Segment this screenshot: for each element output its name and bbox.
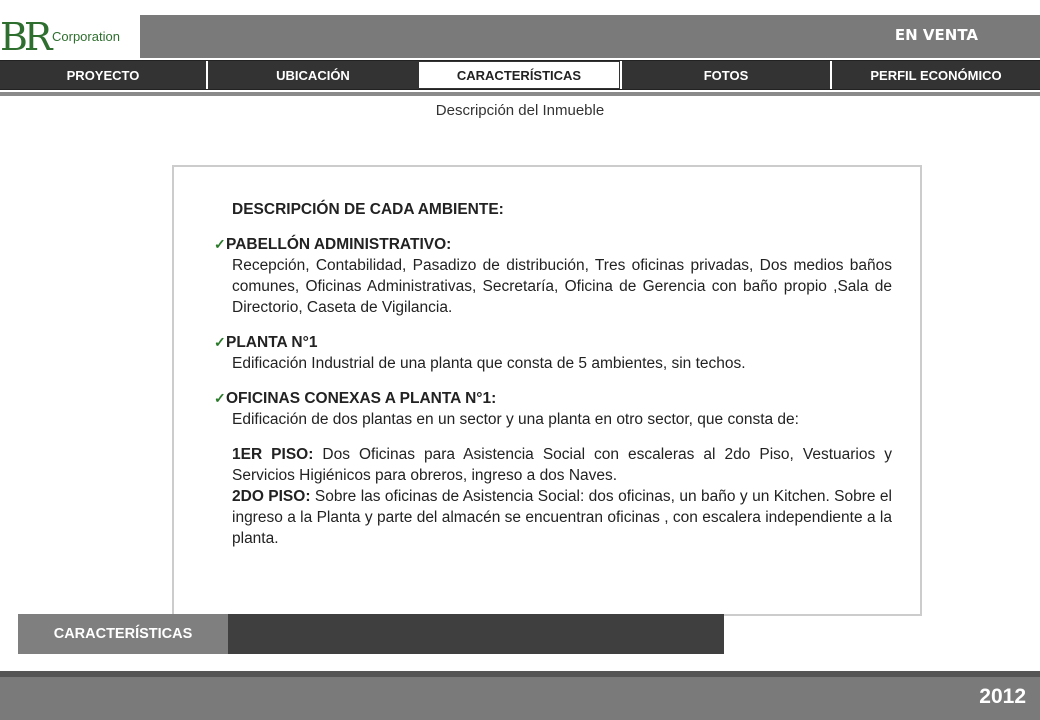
description-heading: DESCRIPCIÓN DE CADA AMBIENTE: [232, 201, 504, 218]
item-text-pabellon: Recepción, Contabilidad, Pasadizo de distribución, Tres oficinas privadas, Dos medios baños comunes, Oficinas Administrativas, Secretaría, Oficina de Gerencia con baño propio ,Sala de Directorio, Caseta de Vigilancia. [232, 257, 892, 316]
item-text-planta: Edificación Industrial de una planta que consta de 5 ambientes, sin techos. [232, 355, 746, 372]
company-logo[interactable] [0, 15, 140, 58]
description-panel [172, 165, 922, 616]
floor-2-label: 2DO PISO: [232, 488, 311, 505]
section-label-bar [228, 614, 724, 654]
item-text-oficinas: Edificación de dos plantas en un sector y una planta en otro sector, que consta de: [232, 411, 799, 428]
check-icon: ✓ [214, 236, 226, 252]
header-bar [0, 15, 1040, 58]
check-icon: ✓ [214, 390, 226, 406]
page-title: Descripción del Inmueble [435, 102, 605, 119]
tab-caracteristicas[interactable]: CARACTERÍSTICAS [418, 61, 620, 89]
tab-perfil-economico[interactable]: PERFIL ECONÓMICO [830, 61, 1040, 89]
floor-1-description: 1ER PISO: Dos Oficinas para Asistencia Social con escaleras al 2do Piso, Vestuarios y Servicios Higiénicos para obreros, ingreso a dos Naves. [232, 446, 892, 484]
item-title-oficinas: ✓ OFICINAS CONEXAS A PLANTA N°1: [214, 390, 497, 407]
nav-tabs [0, 60, 1040, 90]
floor-1-label: 1ER PISO: [232, 446, 314, 463]
status-label: EN VENTA [894, 26, 978, 44]
item-title-pabellon: ✓ PABELLÓN ADMINISTRATIVO: [214, 236, 452, 253]
section-label: CARACTERÍSTICAS [18, 614, 228, 654]
floor-2-description: 2DO PISO: Sobre las oficinas de Asistencia Social: dos oficinas, un baño y un Kitchen. Sobre el ingreso a la Planta y parte del almacén se encuentran oficinas , con escalera independiente a la planta. [232, 488, 892, 547]
tab-fotos[interactable]: FOTOS [620, 61, 830, 89]
item-title-planta: ✓ PLANTA N°1 [214, 334, 318, 351]
tabs-underline [0, 92, 1040, 96]
check-icon: ✓ [214, 334, 226, 350]
year-label: 2012 [979, 685, 1026, 708]
footer-bar [0, 677, 1040, 720]
logo-mark: BR [0, 15, 49, 59]
logo-text: Corporation [52, 29, 120, 44]
tab-ubicacion[interactable]: UBICACIÓN [206, 61, 418, 89]
description-content [214, 199, 892, 549]
tab-proyecto[interactable]: PROYECTO [66, 67, 140, 83]
